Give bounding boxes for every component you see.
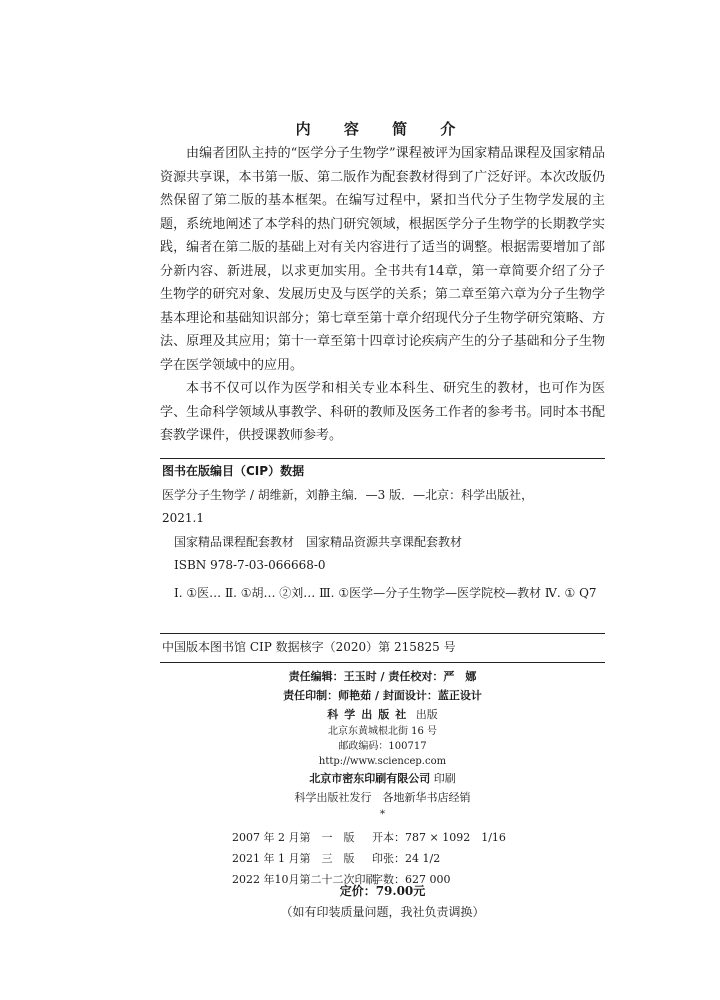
cip-series: 国家精品课程配套教材 国家精品资源共享课配套教材 — [174, 534, 463, 549]
edition-info: 2007 年 2 月第 一 版 — [232, 831, 355, 844]
edition-row — [232, 827, 542, 848]
publisher-logotype: 科学出版社 — [327, 708, 413, 721]
summary-text — [160, 142, 605, 448]
cip-isbn: ISBN 978-7-03-066668-0 — [174, 558, 326, 572]
publisher-address: 北京东黄城根北街 16 号 — [327, 726, 438, 737]
imprint-block — [160, 667, 605, 822]
divider-top — [160, 458, 605, 459]
edition-info: 2022 年10月第二十二次印刷 — [232, 873, 377, 886]
format-info: 开本：787 × 1092 1/16 — [372, 831, 506, 844]
cip-main-entry: 医学分子生物学 / 胡维新，刘静主编．—3 版．—北京：科学出版社， — [162, 487, 534, 502]
publisher-suffix: 出版 — [415, 708, 438, 721]
divider-bottom — [160, 662, 605, 663]
format-info: 字数：627 000 — [372, 873, 451, 886]
cip-record-block — [162, 636, 605, 660]
separator-asterisk: * — [380, 809, 385, 820]
responsible-editors: 责任编辑：王玉时 / 责任校对：严 娜 — [288, 670, 477, 683]
distribution-line: 科学出版社发行 各地新华书店经销 — [294, 791, 471, 804]
divider-middle — [160, 633, 605, 634]
edition-info: 2021 年 1 月第 三 版 — [232, 852, 355, 865]
format-info: 印张：24 1/2 — [372, 852, 441, 865]
edition-table — [232, 827, 542, 890]
copyright-page — [160, 0, 605, 1000]
summary-title: 内 容 简 介 — [295, 120, 470, 138]
summary-paragraph-1: 由编者团队主持的“医学分子生物学”课程被评为国家精品课程及国家精品资源共享课，本书第一版、第二版作为配套教材得到了广泛好评。本次改版仍然保留了第二版的基本框架。在编写过程中，紧扣当代分子生物学发展的主题，系统地阐述了本学科的热门研究领域，根据医学分子生物学的长期教学实践，编者在第二版的基础上对有关内容进行了适当的调整。根据需要增加了部分新内容、新进展，以求更加实用。全书共有14章，第一章简要介绍了分子生物学的研究对象、发展历史及与医学的关系；第二章至第六章为分子生物学基本理论和基础知识部分；第七章至第十章介绍现代分子生物学研究策略、方法、原理及其应用；第十一章至第十四章讨论疾病产生的分子基础和分子生物学在医学领域中的应用。 — [160, 146, 605, 373]
summary-paragraph-2: 本书不仅可以作为医学和相关专业本科生、研究生的教材，也可作为医学、生命科学领域从事教学、科研的教师及医务工作者的参考书。同时本书配套教学课件，供授课教师参考。 — [160, 381, 605, 443]
price: 定价：79.00元 — [339, 884, 426, 898]
publisher-postcode: 邮政编码：100717 — [338, 741, 427, 752]
publisher-url: http://www.sciencep.com — [318, 756, 447, 767]
printer-logotype: 北京市密东印刷有限公司 — [309, 772, 431, 785]
quality-note: （如有印装质量问题，我社负责调换） — [280, 905, 485, 919]
cip-subjects: Ⅰ. ①医… Ⅱ. ①胡… ②刘… Ⅲ. ①医学—分子生物学—医学院校—教材 Ⅳ. ① Q7 — [174, 585, 597, 600]
publisher-line — [160, 705, 605, 724]
cip-heading: 图书在版编目（CIP）数据 — [162, 464, 305, 478]
cip-main-entry-cont: 2021.1 — [162, 511, 204, 525]
responsible-print-design: 责任印制：师艳茹 / 封面设计：蓝正设计 — [283, 689, 482, 702]
printer-suffix: 印刷 — [433, 772, 456, 785]
cip-block — [162, 460, 605, 605]
cip-record: 中国版本图书馆 CIP 数据核字（2020）第 215825 号 — [162, 640, 456, 654]
printer-line — [160, 769, 605, 788]
edition-row — [232, 848, 542, 869]
